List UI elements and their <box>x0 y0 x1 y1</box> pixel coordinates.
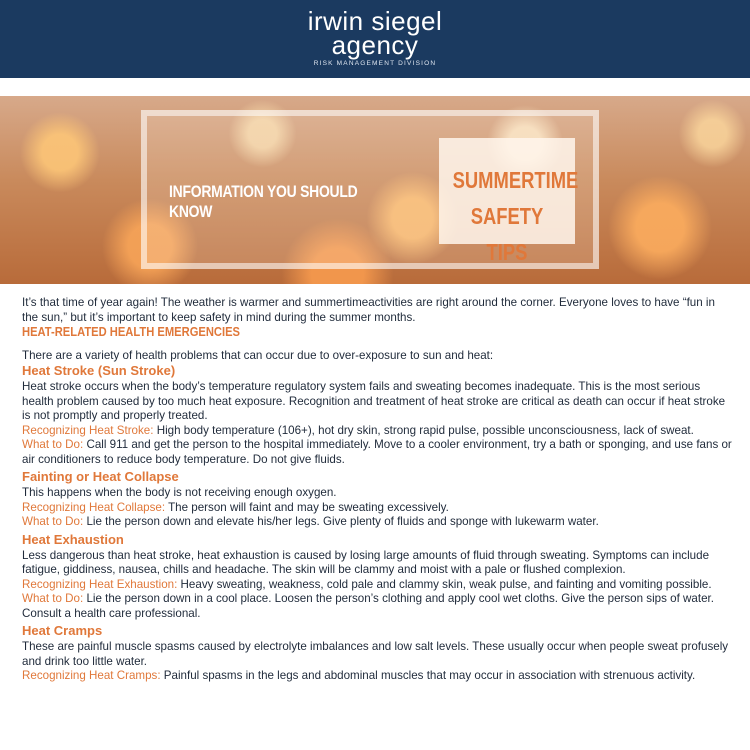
topic-title: Heat Stroke (Sun Stroke) <box>22 363 176 378</box>
topic-title: Heat Cramps <box>22 623 103 638</box>
recognize-label: Recognizing Heat Cramps: <box>22 669 161 682</box>
todo-line <box>22 515 732 530</box>
hero-banner <box>0 96 750 284</box>
todo-label: What to Do: <box>22 592 84 605</box>
banner-title-line1: SUMMERTIME <box>452 167 579 193</box>
recognize-label: Recognizing Heat Exhaustion: <box>22 577 178 591</box>
todo-text: Call 911 and get the person to the hospital immediately. Move to a cooler environment, try a bath or sponging, and use fans or air conditioners to reduce body temperature. Do not give fluids. <box>22 438 732 466</box>
topic-description: These are painful muscle spasms caused by electrolyte imbalances and low salt levels. These usually occur when people sweat profusely and drink too little water. <box>22 640 729 668</box>
banner-title <box>452 162 579 270</box>
topic-heat-collapse <box>22 469 732 530</box>
logo-subtitle: RISK MANAGEMENT DIVISION <box>313 60 437 67</box>
recognize-text: Painful spasms in the legs and abdominal muscles that may occur in association with strenuous activity. <box>160 669 696 682</box>
recognize-label: Recognizing Heat Stroke: <box>22 423 154 437</box>
recognize-line <box>22 578 732 593</box>
logo-line1: irwin siegel <box>307 6 443 36</box>
todo-line <box>22 438 732 467</box>
topic-description: This happens when the body is not receiving enough oxygen. <box>22 486 337 499</box>
topic-description: Less dangerous than heat stroke, heat exhaustion is caused by losing large amounts of fluid through sweating. Symptoms can include fatigue, giddiness, nausea, chills and headache. The skin will be clammy and moist with a pale or flushed complexion. <box>22 548 710 576</box>
logo-line2: agency <box>331 30 419 60</box>
banner-title-line2: SAFETY TIPS <box>470 203 544 265</box>
topic-title: Heat Exhaustion <box>22 531 124 547</box>
todo-label: What to Do: <box>22 515 84 528</box>
article-content <box>22 296 732 686</box>
section-heading: HEAT-RELATED HEALTH EMERGENCIES <box>22 324 241 339</box>
recognize-label: Recognizing Heat Collapse: <box>22 500 166 514</box>
todo-line <box>22 592 732 621</box>
todo-text: Lie the person down and elevate his/her legs. Give plenty of fluids and sponge with lukewarm water. <box>83 515 599 528</box>
topic-heat-cramps <box>22 623 732 684</box>
recognize-line <box>22 669 732 684</box>
banner-frame <box>141 110 599 269</box>
recognize-text: Heavy sweating, weakness, cold pale and clammy skin, weak pulse, and fainting and vomiting possible. <box>177 577 712 591</box>
recognize-text: The person will faint and may be sweating excessively. <box>165 500 449 514</box>
topic-title: Fainting or Heat Collapse <box>22 469 179 484</box>
section-intro: There are a variety of health problems that can occur due to over-exposure to sun and heat: <box>22 348 494 362</box>
todo-label: What to Do: <box>22 438 84 451</box>
topic-heat-exhaustion <box>22 532 732 622</box>
topic-heat-stroke <box>22 363 732 467</box>
recognize-line <box>22 424 732 439</box>
topic-description: Heat stroke occurs when the body’s temperature regulatory system fails and sweating becomes inadequate. This is the most serious health problem caused by too much heat exposure. Recognition and treatment of heat stroke are critical as death can occur if heat stroke is not promptly and properly treated. <box>22 380 726 422</box>
banner-left-text: INFORMATION YOU SHOULD KNOW <box>169 182 358 221</box>
header <box>0 0 750 78</box>
recognize-text: High body temperature (106+), hot dry skin, strong rapid pulse, possible unconsciousness, lack of sweat. <box>153 423 694 437</box>
banner-title-box <box>439 138 579 265</box>
todo-text: Lie the person down in a cool place. Loosen the person’s clothing and apply cool wet cloths. Give the person sips of water. Consult a health care professional. <box>22 592 714 620</box>
intro-paragraph: It’s that time of year again! The weather is warmer and summertimeactivities are right around the corner. Everyone loves to have “fun in the sun,” but it’s important to keep safety in mind during the summer months. <box>22 296 715 324</box>
header-gap <box>0 78 750 96</box>
agency-logo <box>0 8 750 67</box>
recognize-line <box>22 501 732 516</box>
